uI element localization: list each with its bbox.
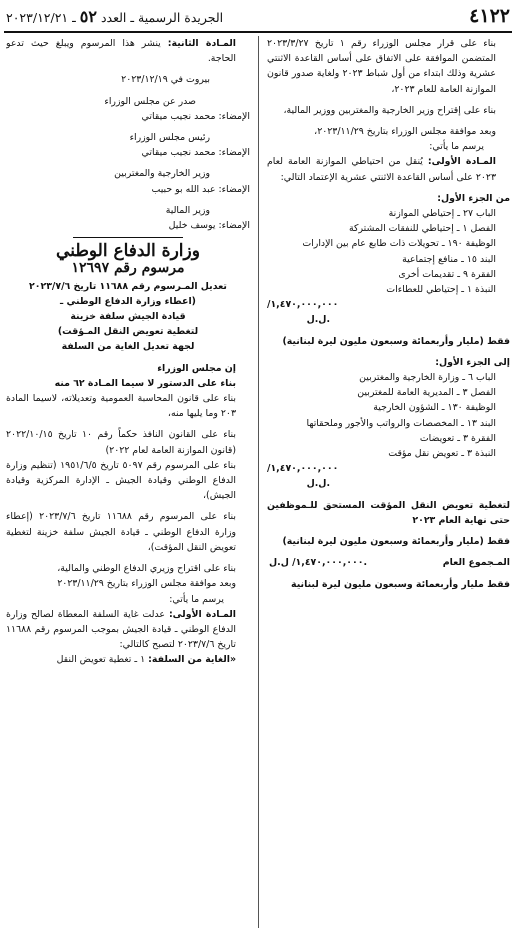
from-item: البند ١٥ ـ منافع إجتماعية: [402, 253, 496, 265]
decree-title-line: تعديل المـرسوم رقم ١١٦٨٨ تاريخ ٢٠٢٣/٧/٦: [29, 280, 227, 292]
finance-title: وزير المالية: [165, 204, 210, 216]
from-item: النبذة ١ ـ إحتياطي للعطاءات: [386, 284, 496, 296]
article-2: [6, 36, 250, 66]
amount-1-words: فقط (مليار وأربعمائة وسبعون مليون ليرة لبنانية): [282, 335, 510, 347]
whereas-2: بناء على القانون النافذ حكماً رقم ١٠ تاريخ ٢٠٢٢/١٠/١٥ (قانون الموازنة العامة لعام ٢٠٢٢): [6, 429, 236, 456]
decree-title-line: لتغطية تعويض النقل المـؤقت): [57, 326, 199, 338]
decrees-following-2: يرسم ما يأتي:: [169, 593, 224, 605]
to-item: النبذة ٣ ـ تعويض نقل مؤقت: [388, 448, 496, 460]
signature-4: الإمضاء: يوسف خليل: [168, 220, 250, 232]
amount-1: ١,٤٧٠,٠٠٠,٠٠٠/ ل.ل.: [267, 299, 339, 326]
total-label: المـجموع العام: [442, 557, 510, 569]
decree-title-line: لجهة تعديل الغاية من السلفة: [61, 341, 195, 353]
from-part-heading: من الجزء الأول:: [437, 192, 510, 204]
page-header: [6, 3, 510, 29]
signature-1: الإمضاء: محمد نجيب ميقاتي: [141, 110, 250, 122]
from-item: الفقرة ٩ ـ تقديمات أخرى: [398, 268, 496, 280]
preamble-1: بناء على قرار مجلس الوزراء رقم ١ تاريخ ٢٠٢٣/٣/٢٧ المتضمن الموافقة على الاتفاق على أساس القاعدة الاثنتي عشرية وذلك ابتداء من أول شباط ٢٠٢٣ ولغاية صدور قانون الموازنة العامة للعام ٢٠٢٣،: [267, 38, 496, 95]
purpose-label: «الغاية من السلفة:: [148, 654, 236, 666]
from-item: الفصل ١ ـ إحتياطي للنفقات المشتركة: [348, 223, 496, 235]
column-divider: [258, 36, 259, 928]
total-row: [267, 555, 510, 570]
whereas-3: بناء على المرسوم رقم ٥٠٩٧ تاريخ ١٩٥١/٦/٥ (تنظيم وزارة الدفاع الوطني وقيادة الجيش ـ الإدارة المركزية وقيادة الجيش)،: [6, 459, 236, 502]
issued-by: صدر عن مجلس الوزراء: [104, 95, 196, 107]
whereas-6: وبعد موافقة مجلس الوزراء بتاريخ ٢٠٢٣/١١/٢٩: [57, 578, 236, 590]
from-item: الوظيفة ١٩٠ ـ تحويلات ذات طابع عام بين الإدارات: [302, 238, 496, 250]
article-1: [267, 154, 510, 184]
fm-title: وزير الخارجية والمغتربين: [114, 168, 210, 180]
header-rule: [4, 31, 512, 33]
constitution-line: بناء على الدستور لا سيما المـادة ٦٢ منه: [54, 377, 236, 389]
signature-3: الإمضاء: عبد الله بو حبيب: [151, 183, 250, 195]
article-1-text: يُنقل من احتياطي الموازنة العامة لعام ٢٠٢٣ على أساس القاعدة الاثنتي عشرية الإعتماد التالي:: [267, 156, 496, 183]
article-2-text: ينشر هذا المرسوم ويبلغ حيث تدعو الحاجة.: [6, 38, 236, 65]
issue-date: ـ ٢٠٢٣/١٢/٢١: [6, 9, 76, 25]
whereas-5: بناء على اقتراح وزيري الدفاع الوطني والمالية،: [57, 563, 236, 575]
decree-title-line: قيادة الجيش سلفة خزينة: [70, 311, 186, 323]
article-1-left: [6, 607, 250, 653]
decree-number: مرسوم رقم ١٢٦٩٧: [71, 260, 185, 277]
to-item: الوظيفة ١٣٠ ـ الشؤون الخارجية: [373, 402, 496, 414]
to-item: الباب ٦ ـ وزارة الخارجية والمغتربين: [359, 372, 496, 384]
page-number: ٤١٢٢: [469, 5, 510, 27]
whereas-4: بناء على المرسوم رقم ١١٦٨٨ تاريخ ٢٠٢٣/٧/٦ (إعطاء وزارة الدفاع الوطني ـ قيادة الجيش سلفة خزينة لتغطية تعويض النقل المؤقت)،: [6, 511, 236, 553]
purpose-line: [6, 652, 250, 667]
from-item: الباب ٢٧ ـ إحتياطي الموازنة: [388, 208, 496, 220]
whereas-1: بناء على قانون المحاسبة العمومية وتعديلاته، لاسيما المادة ٢٠٣ وما يليها منه،: [6, 393, 236, 420]
left-column: [6, 36, 250, 930]
pm-title: رئيس مجلس الوزراء: [129, 132, 210, 144]
preamble-2: بناء على إقتراح وزير الخارجية والمغتربين ووزير المالية،: [283, 104, 496, 116]
right-column: [267, 36, 510, 930]
issue-number: ٥٢: [79, 6, 97, 26]
total-value: ١,٤٧٠,٠٠٠,٠٠٠/ ل.ل.: [269, 557, 367, 569]
decree-title-line: (اعطاء وزارة الدفاع الوطني ـ: [60, 295, 196, 307]
purpose: لتغطية تعويض النقل المؤقت المستحق للـموظفين حتى نهاية العام ٢٠٢٣: [267, 499, 510, 526]
to-item: البند ١٣ ـ المخصصات والرواتب والأجور وملحقاتها: [306, 417, 496, 429]
preamble-3: وبعد موافقة مجلس الوزراء بتاريخ ٢٠٢٣/١١/٢٩،: [314, 126, 496, 138]
council-line: إن مجلس الوزراء: [157, 362, 236, 374]
article-1-left-text: عدلت غاية السلفة المعطاة لصالح وزارة الدفاع الوطني ـ قيادة الجيش بموجب المرسوم رقم ١١٦٨٨ تاريخ ٢٠٢٣/٧/٦ لتصبح كالتالي:: [6, 608, 236, 651]
to-part-heading: إلى الجزء الأول:: [435, 356, 510, 368]
amount-2-words: فقط (مليار وأربعمائة وسبعون مليون ليرة لبنانية): [282, 536, 510, 548]
place-date: بيروت في ٢٠٢٣/١٢/١٩: [121, 74, 210, 86]
gazette-header-title: [6, 7, 223, 26]
signature-2: الإمضاء: محمد نجيب ميقاتي: [141, 147, 250, 159]
article-1-label: المـادة الأولى:: [427, 156, 497, 168]
purpose-text: ١ ـ تغطية تعويض النقل: [56, 654, 146, 666]
to-item: الفصل ٣ ـ المديرية العامة للمغتربين: [357, 387, 496, 399]
amount-2: ١,٤٧٠,٠٠٠,٠٠٠/ ل.ل.: [267, 463, 339, 490]
gazette-name: الجريدة الرسمية ـ العدد: [100, 9, 224, 25]
article-1-left-label: المـادة الأولى:: [168, 608, 237, 620]
ministry-heading: وزارة الدفاع الوطني: [56, 241, 200, 262]
decrees-following: يرسم ما يأتي:: [429, 141, 484, 153]
to-item: الفقرة ٣ ـ تعويضات: [419, 432, 496, 444]
section-divider: [73, 237, 183, 238]
article-2-label: المـادة الثانية:: [167, 38, 237, 49]
total-words: فقط مليار وأربعمائة وسبعون مليون ليرة لبنانية: [291, 578, 510, 590]
